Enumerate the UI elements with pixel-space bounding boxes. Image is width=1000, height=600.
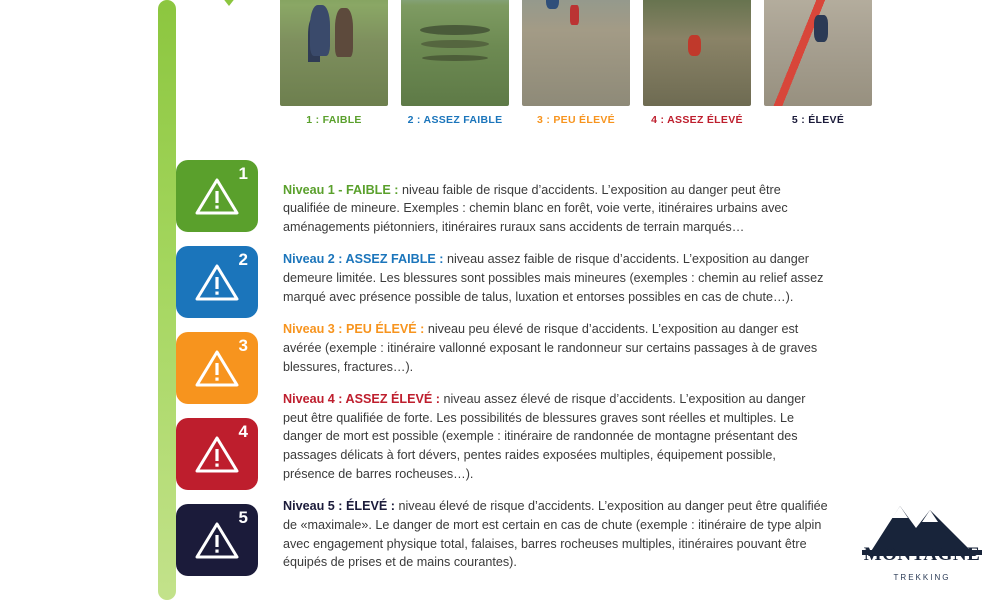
photo-caption-3: 3 : PEU ÉLEVÉ <box>536 114 615 126</box>
hikers-forest-path-photo <box>280 0 388 106</box>
level-badge-4 <box>176 418 258 490</box>
photo-cell <box>643 0 751 126</box>
badge-number-1: 1 <box>238 164 248 183</box>
level-paragraph-3 <box>283 320 828 376</box>
green-arrow-icon <box>207 0 251 6</box>
level-paragraph-1 <box>283 181 828 237</box>
badge-number-3: 3 <box>238 336 248 355</box>
warning-triangle-icon <box>194 520 240 560</box>
warning-triangle-icon <box>194 176 240 216</box>
photo-caption-4: 4 : ASSEZ ÉLEVÉ <box>651 114 743 126</box>
level-lead-3: Niveau 3 : PEU ÉLEVÉ : <box>283 322 425 337</box>
photo-cell <box>522 0 630 126</box>
level-body-3: niveau peu élevé de risque d’accidents. L’exposition au danger est avérée (exemple : itinéraire vallonné exposant le randonneur sur certains passages à de graves blessures, fractures…). <box>283 322 818 374</box>
hiker-steep-grass-slope-photo <box>643 0 751 106</box>
logo-subtitle: TREKKING <box>893 573 951 582</box>
left-green-bar <box>158 0 176 600</box>
level-body-1: niveau faible de risque d’accidents. L’exposition au danger peut être qualifiée de mineure. Exemples : chemin blanc en forêt, voie verte, itinéraires urbains avec aménagements piétonniers, itinéraires ruraux sans accidents de terrain marqués… <box>283 182 788 234</box>
climber-via-ferrata-photo <box>764 0 872 106</box>
level-lead-1: Niveau 1 - FAIBLE : <box>283 182 399 197</box>
photo-strip <box>280 0 940 126</box>
level-lead-2: Niveau 2 : ASSEZ FAIBLE : <box>283 252 444 267</box>
photo-cell <box>764 0 872 126</box>
level-badge-1 <box>176 160 258 232</box>
photo-caption-2: 2 : ASSEZ FAIBLE <box>407 114 503 126</box>
level-paragraph-4 <box>283 390 828 483</box>
level-descriptions <box>283 168 828 586</box>
photo-cell <box>401 0 509 126</box>
logo-wordmark: MONTAGNE <box>863 544 981 565</box>
level-badge-column <box>176 160 260 590</box>
level-badge-2 <box>176 246 258 318</box>
warning-triangle-icon <box>194 434 240 474</box>
hikers-rocky-slope-photo <box>522 0 630 106</box>
level-badge-3 <box>176 332 258 404</box>
level-paragraph-5 <box>283 497 828 572</box>
photo-caption-5: 5 : ÉLEVÉ <box>791 114 845 126</box>
warning-triangle-icon <box>194 262 240 302</box>
level-badge-5 <box>176 504 258 576</box>
warning-triangle-icon <box>194 348 240 388</box>
badge-number-5: 5 <box>238 508 248 527</box>
level-body-5: niveau élevé de risque d’accidents. L’exposition au danger peut être qualifiée de «maximale». Le danger de mort est certain en cas de chute (exemple : itinéraire de type alpin avec engagement physique total, falaises, barres rocheuses multiples, itinéraires pouvant être équipés de prises et de mains courantes). <box>283 499 828 570</box>
hikers-mountain-ridge-photo <box>401 0 509 106</box>
level-lead-4: Niveau 4 : ASSEZ ÉLEVÉ : <box>283 392 440 407</box>
photo-caption-1: 1 : FAIBLE <box>306 114 362 126</box>
level-body-4: niveau assez élevé de risque d’accidents. L’exposition au danger peut être qualifiée de forte. Les possibilités de blessures graves sont réelles et multiples. Le danger de mort est possible (exemple : itinéraire de randonnée de montagne présentant des passages délicats à fort dévers, pentes raides exposées multiples, équipement possible, présence de barres rocheuses…). <box>283 392 806 481</box>
photo-cell <box>280 0 388 126</box>
level-body-2: niveau assez faible de risque d’accidents. L’exposition au danger demeure limitée. Les blessures sont possibles mais mineures (exemples : chemin au relief assez marqué avec présence possible de talus, luxation et entorses possibles en cas de chute…). <box>283 252 824 304</box>
level-paragraph-2 <box>283 250 828 306</box>
level-lead-5: Niveau 5 : ÉLEVÉ : <box>283 499 395 514</box>
badge-number-2: 2 <box>238 250 248 269</box>
badge-number-4: 4 <box>238 422 248 441</box>
montagne-trekking-logo <box>858 488 986 592</box>
